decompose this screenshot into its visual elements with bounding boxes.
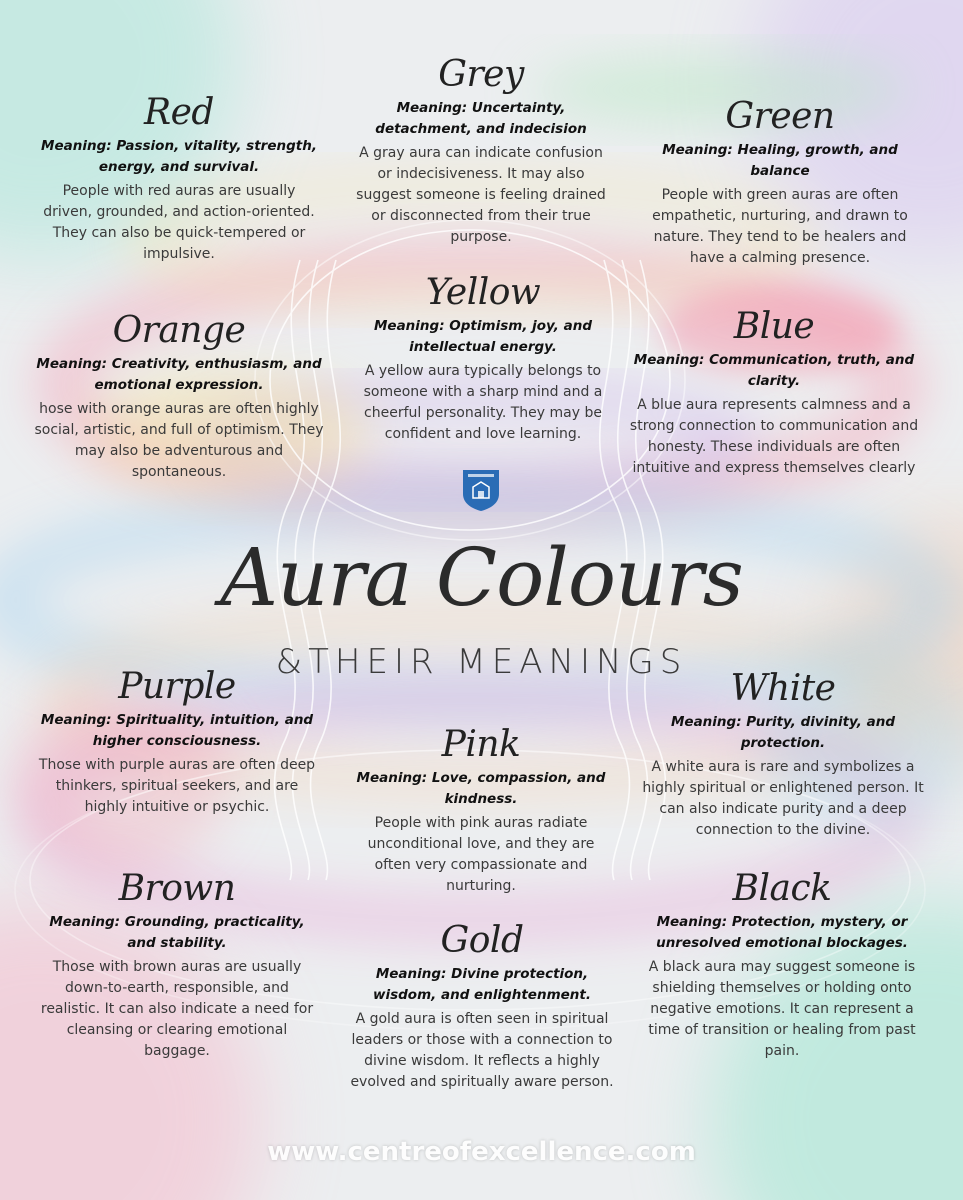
aura-description: A white aura is rare and symbolizes a highly spiritual or enlightened person. It can also indicate purity and a deep connection to the divine. — [642, 759, 924, 838]
aura-name: Red — [144, 92, 214, 133]
page-subtitle: &THEIR MEANINGS — [275, 642, 688, 682]
aura-name: Black — [732, 868, 832, 909]
aura-meaning: Meaning: Love, compassion, and kindness. — [356, 770, 606, 807]
aura-description: People with green auras are often empathetic, nurturing, and drawn to nature. They tend to be healers and have a calming presence. — [652, 187, 908, 266]
aura-card-blue — [628, 306, 920, 479]
aura-name: Blue — [733, 306, 815, 347]
aura-meaning: Meaning: Communication, truth, and clarity. — [633, 352, 915, 389]
aura-card-brown — [34, 868, 320, 1062]
aura-card-purple — [34, 666, 320, 818]
aura-meaning: Meaning: Grounding, practicality, and stability. — [49, 914, 305, 951]
aura-name: Grey — [438, 54, 524, 95]
aura-card-white — [638, 668, 928, 841]
aura-card-yellow — [352, 272, 614, 445]
aura-name: White — [730, 668, 836, 709]
aura-name: Pink — [441, 724, 521, 765]
aura-meaning: Meaning: Healing, growth, and balance — [662, 142, 898, 179]
aura-description: Those with brown auras are usually down-to-earth, responsible, and realistic. It can also indicate a need for cleansing or clearing emotional baggage. — [40, 959, 314, 1059]
aura-description: People with red auras are usually driven, grounded, and action-oriented. They can also be quick-tempered or impulsive. — [43, 183, 315, 262]
aura-meaning: Meaning: Creativity, enthusiasm, and emotional expression. — [36, 356, 322, 393]
aura-name: Orange — [112, 310, 246, 351]
aura-description: A gold aura is often seen in spiritual leaders or those with a connection to divine wisdom. It reflects a highly evolved and spiritually aware person. — [350, 1011, 614, 1090]
aura-card-green — [640, 96, 920, 269]
aura-name: Yellow — [425, 272, 541, 313]
aura-name: Green — [725, 96, 835, 137]
aura-description: A blue aura represents calmness and a strong connection to communication and honesty. These individuals are often intuitive and express themselves clearly — [629, 397, 919, 476]
aura-description: A yellow aura typically belongs to someone with a sharp mind and a cheerful personality. They may be confident and love learning. — [363, 363, 603, 442]
aura-description: Those with purple auras are often deep thinkers, spiritual seekers, and are highly intuitive or psychic. — [38, 757, 316, 815]
aura-card-grey — [350, 54, 612, 248]
aura-name: Purple — [118, 666, 236, 707]
aura-meaning: Meaning: Protection, mystery, or unresolved emotional blockages. — [656, 914, 908, 951]
aura-card-pink — [350, 724, 612, 897]
aura-meaning: Meaning: Spirituality, intuition, and higher consciousness. — [40, 712, 314, 749]
aura-meaning: Meaning: Divine protection, wisdom, and enlightenment. — [373, 966, 591, 1003]
crest-shield-icon — [461, 468, 501, 512]
aura-description: hose with orange auras are often highly social, artistic, and full of optimism. They may also be adventurous and spontaneous. — [34, 401, 324, 480]
aura-description: A black aura may suggest someone is shielding themselves or holding onto negative emotions. It can represent a time of transition or healing from past pain. — [648, 959, 916, 1059]
aura-name: Gold — [440, 920, 524, 961]
aura-card-orange — [34, 310, 324, 483]
aura-meaning: Meaning: Uncertainty, detachment, and indecision — [375, 100, 587, 137]
aura-card-gold — [346, 920, 618, 1093]
page-title: Aura Colours — [220, 531, 743, 624]
aura-description: People with pink auras radiate unconditional love, and they are often very compassionate and nurturing. — [367, 815, 595, 894]
website-url[interactable]: www.centreofexcellence.com — [267, 1137, 696, 1167]
aura-meaning: Meaning: Purity, divinity, and protection. — [670, 714, 896, 751]
aura-card-black — [640, 868, 924, 1062]
aura-name: Brown — [118, 868, 236, 909]
aura-meaning: Meaning: Passion, vitality, strength, energy, and survival. — [41, 138, 317, 175]
aura-meaning: Meaning: Optimism, joy, and intellectual energy. — [373, 318, 593, 355]
aura-card-red — [40, 92, 318, 265]
aura-description: A gray aura can indicate confusion or indecisiveness. It may also suggest someone is feeling drained or disconnected from their true purpose. — [356, 145, 606, 245]
